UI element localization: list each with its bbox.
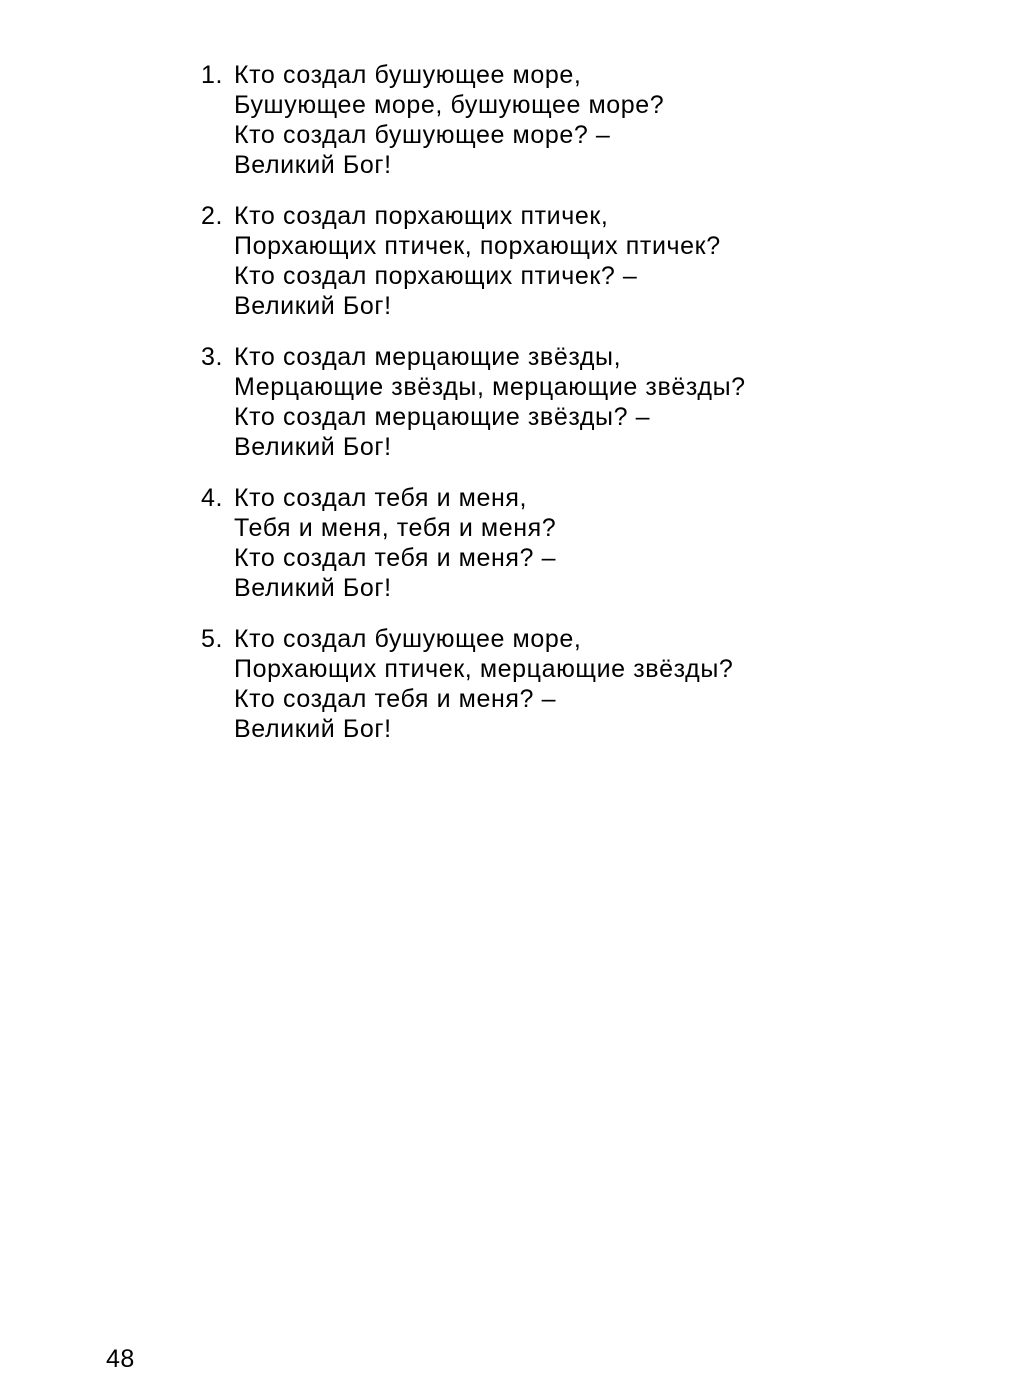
lyric-line: Кто создал бушующее море, (234, 61, 582, 89)
lyric-line: Порхающих птичек, порхающих птичек? (234, 232, 721, 260)
lyric-line: Кто создал тебя и меня, (234, 484, 528, 512)
lyric-line: Мерцающие звёзды, мерцающие звёзды? (234, 373, 746, 401)
lyric-line: Кто создал порхающих птичек, (234, 202, 609, 230)
stanza-1 (201, 60, 841, 180)
song-lyrics (201, 60, 841, 765)
lyric-line: Тебя и меня, тебя и меня? (234, 514, 557, 542)
lyric-line: Порхающих птичек, мерцающие звёзды? (234, 655, 734, 683)
stanza-number: 1. (201, 61, 224, 89)
stanza-number: 2. (201, 202, 224, 230)
lyric-line: Великий Бог! (234, 574, 392, 602)
lyric-line: Великий Бог! (234, 433, 392, 461)
lyric-line: Кто создал тебя и меня? – (234, 544, 557, 572)
lyric-line: Великий Бог! (234, 151, 392, 179)
stanza-number: 4. (201, 484, 224, 512)
stanza-2 (201, 201, 841, 321)
lyric-line: Кто создал тебя и меня? – (234, 685, 557, 713)
page-number: 48 (106, 1345, 135, 1373)
stanza-3 (201, 342, 841, 462)
stanza-number: 3. (201, 343, 224, 371)
stanza-4 (201, 483, 841, 603)
lyric-line: Кто создал мерцающие звёзды? – (234, 403, 651, 431)
lyric-line: Бушующее море, бушующее море? (234, 91, 665, 119)
lyric-line: Кто создал бушующее море, (234, 625, 582, 653)
stanza-number: 5. (201, 625, 224, 653)
lyric-line: Великий Бог! (234, 715, 392, 743)
lyric-line: Кто создал порхающих птичек? – (234, 262, 638, 290)
lyric-line: Кто создал мерцающие звёзды, (234, 343, 622, 371)
lyric-line: Великий Бог! (234, 292, 392, 320)
lyric-line: Кто создал бушующее море? – (234, 121, 611, 149)
stanza-5 (201, 624, 841, 744)
